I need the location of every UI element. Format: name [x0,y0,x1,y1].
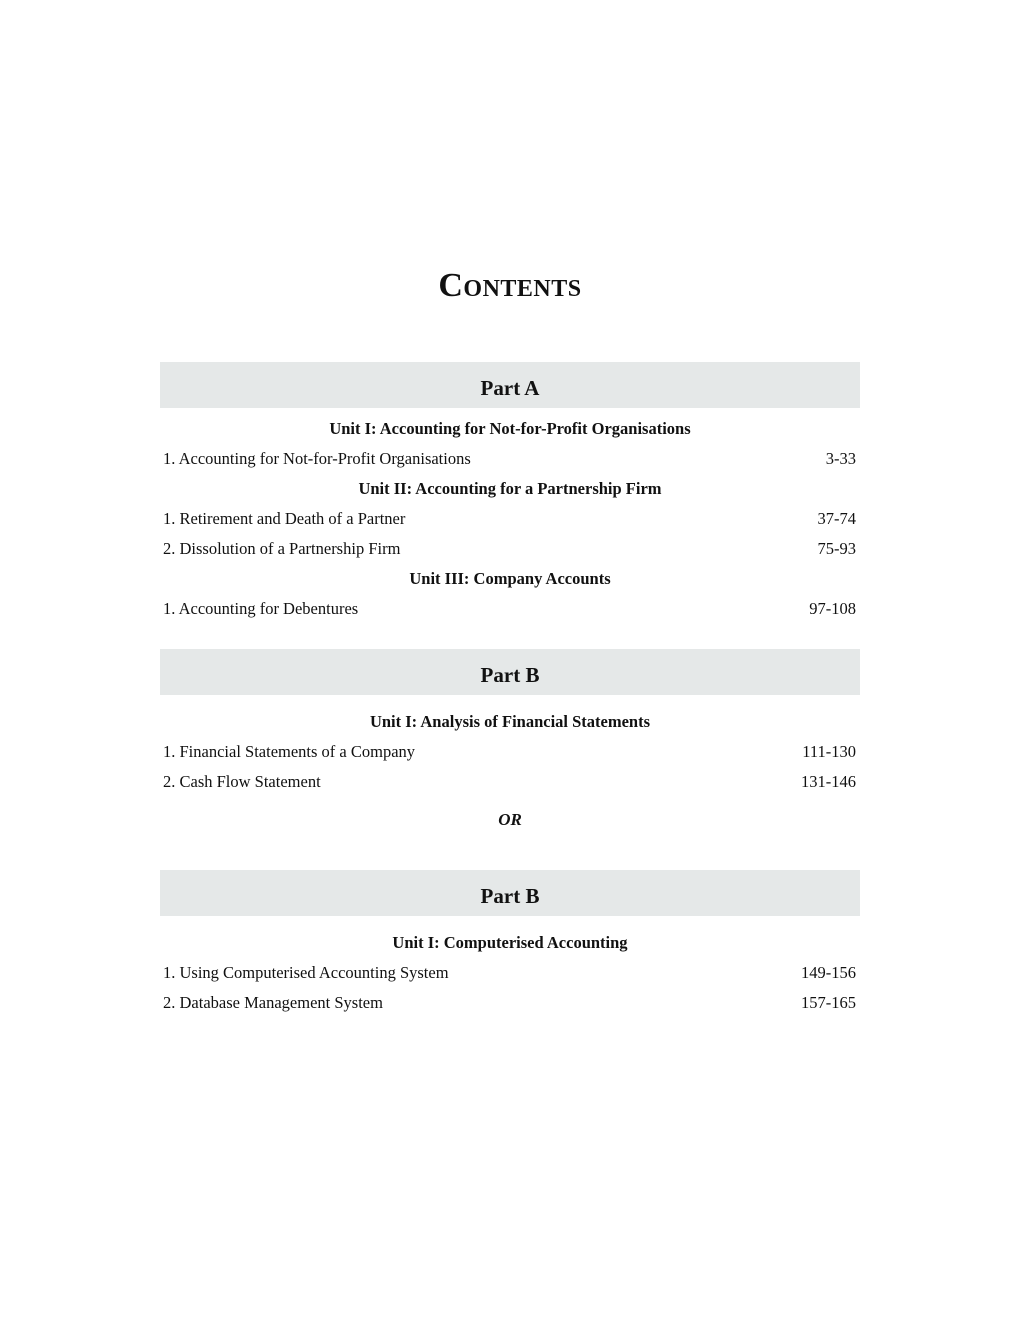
unit-heading: Unit II: Accounting for a Partnership Firm [358,479,662,498]
part-a-header: Part A [160,362,860,408]
entry-pages: 111-130 [802,742,856,761]
entry-label: 2. Dissolution of a Partnership Firm [163,539,401,558]
part-b-alt-unit-1 [160,928,860,1018]
entry-pages: 3-33 [825,449,856,468]
entry-label: 2. Database Management System [163,993,383,1012]
toc-entry[interactable] [160,737,860,767]
entry-pages: 97-108 [809,599,856,618]
entry-label: 1. Accounting for Not-for-Profit Organisations [163,449,471,468]
part-a-unit-2 [160,474,860,564]
entry-pages: 157-165 [801,993,856,1012]
part-b-section [160,649,860,797]
entry-label: 1. Financial Statements of a Company [163,742,416,761]
toc-entry[interactable] [160,534,860,564]
entry-label: 1. Using Computerised Accounting System [163,963,449,982]
entry-label: 1. Retirement and Death of a Partner [163,509,406,528]
part-b-unit-1 [160,707,860,797]
unit-heading: Unit I: Analysis of Financial Statements [369,712,651,731]
part-a-section [160,362,860,624]
entry-pages: 37-74 [817,509,856,528]
entry-pages: 131-146 [801,772,856,791]
entry-pages: 75-93 [817,539,856,558]
page-title: Contents [438,267,582,304]
unit-heading: Unit I: Accounting for Not-for-Profit Organisations [329,419,691,438]
unit-heading: Unit I: Computerised Accounting [392,933,628,952]
entry-pages: 149-156 [801,963,856,982]
toc-entry[interactable] [160,444,860,474]
or-separator: OR [498,810,522,829]
part-a-unit-1 [160,414,860,474]
toc-entry[interactable] [160,504,860,534]
toc-entry[interactable] [160,767,860,797]
toc-entry[interactable] [160,594,860,624]
unit-heading: Unit III: Company Accounts [409,569,611,588]
part-a-unit-3 [160,564,860,624]
toc-entry[interactable] [160,988,860,1018]
part-b-header: Part B [160,649,860,695]
entry-label: 2. Cash Flow Statement [163,772,321,791]
entry-label: 1. Accounting for Debentures [163,599,359,618]
part-b-alt-section [160,870,860,1018]
part-b-alt-header: Part B [160,870,860,916]
toc-entry[interactable] [160,958,860,988]
